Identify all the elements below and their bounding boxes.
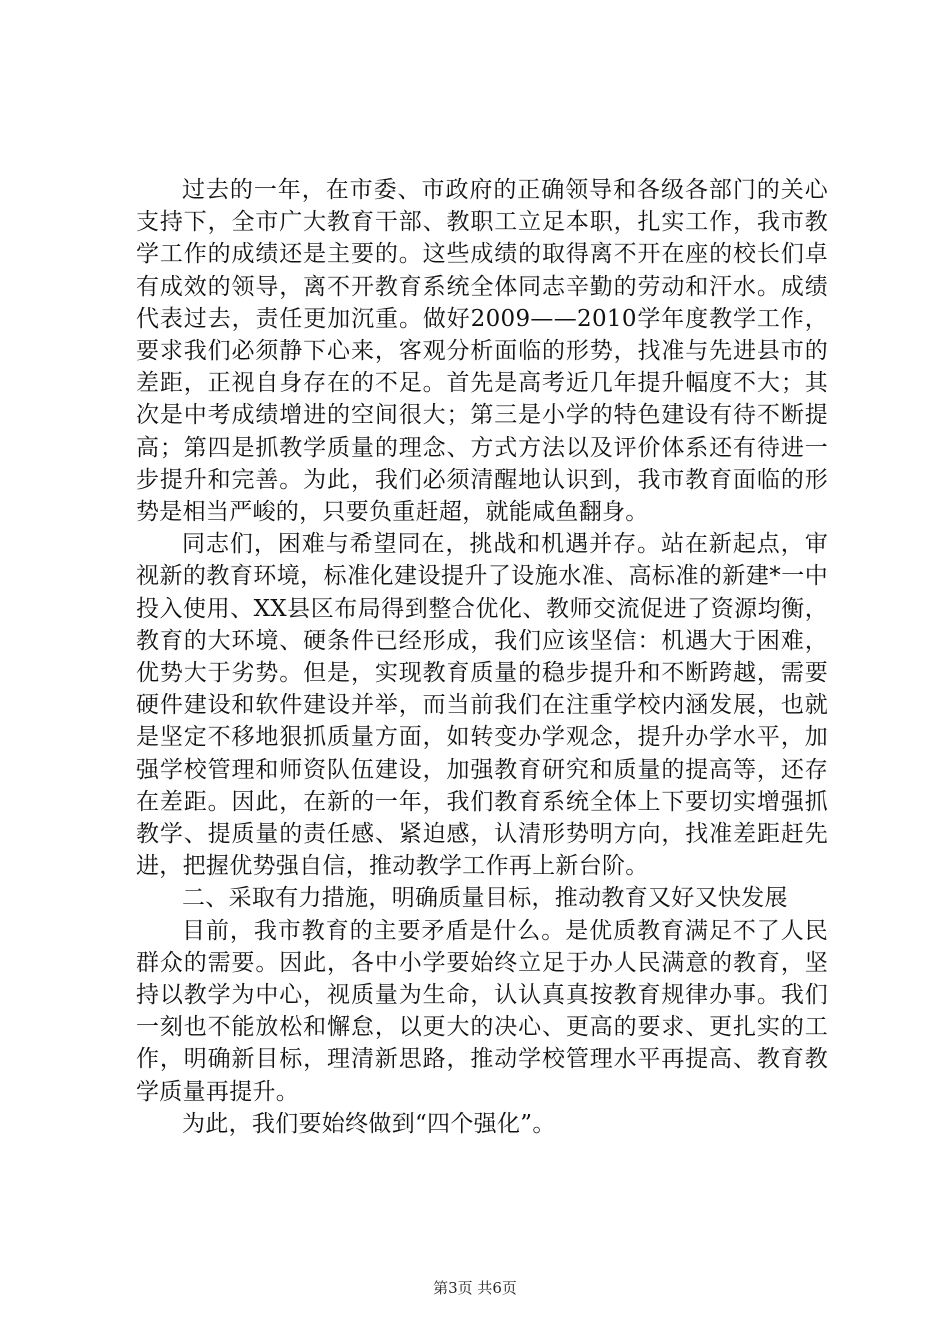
paragraph-main-contradiction: 目前，我市教育的主要矛盾是什么。是优质教育满足不了人民群众的需要。因此，各中小学要始终立足于办人民满意的教育，坚持以教学为中心，视质量为生命，认认真真按教育规律办事。我们一刻也不能放松和懈怠，以更大的决心、更高的要求、更扎实的工作，明确新目标，理清新思路，推动学校管理水平再提高、教育教学质量再提升。: [136, 917, 828, 1105]
section-heading-measures: 二、采取有力措施，明确质量目标，推动教育又好又快发展: [182, 885, 788, 912]
paragraph-achievements: 过去的一年，在市委、市政府的正确领导和各级各部门的关心支持下，全市广大教育干部、教职工立足本职，扎实工作，我市教学工作的成绩还是主要的。这些成绩的取得离不开在座的校长们卓有成效的领导，离不开教育系统全体同志辛勤的劳动和汗水。成绩代表过去，责任更加沉重。做好2009——2010学年度教学工作，要求我们必须静下心来，客观分析面临的形势，找准与先进县市的差距，正视自身存在的不足。首先是高考近几年提升幅度不大；其次是中考成绩增进的空间很大；第三是小学的特色建设有待不断提高；第四是抓教学质量的理念、方式方法以及评价体系还有待进一步提升和完善。为此，我们必须清醒地认识到，我市教育面临的形势是相当严峻的，只要负重赶超，就能咸鱼翻身。: [136, 177, 828, 526]
document-body: [136, 174, 828, 1140]
paragraph-four-strengthenings: 为此，我们要始终做到“四个强化”。: [182, 1110, 556, 1137]
page-number-footer: 第3页 共6页: [433, 1279, 517, 1297]
paragraph-opportunities: 同志们，困难与希望同在，挑战和机遇并存。站在新起点，审视新的教育环境，标准化建设提升了设施水准、高标准的新建*一中投入使用、XX县区布局得到整合优化、教师交流促进了资源均衡，教育的大环境、硬条件已经形成，我们应该坚信：机遇大于困难，优势大于劣势。但是，实现教育质量的稳步提升和不断跨越，需要硬件建设和软件建设并举，而当前我们在注重学校内涵发展，也就是坚定不移地狠抓质量方面，如转变办学观念，提升办学水平，加强学校管理和师资队伍建设，加强教育研究和质量的提高等，还存在差距。因此，在新的一年，我们教育系统全体上下要切实增强抓教学、提质量的责任感、紧迫感，认清形势明方向，找准差距赶先进，把握优势强自信，推动教学工作再上新台阶。: [136, 531, 828, 880]
